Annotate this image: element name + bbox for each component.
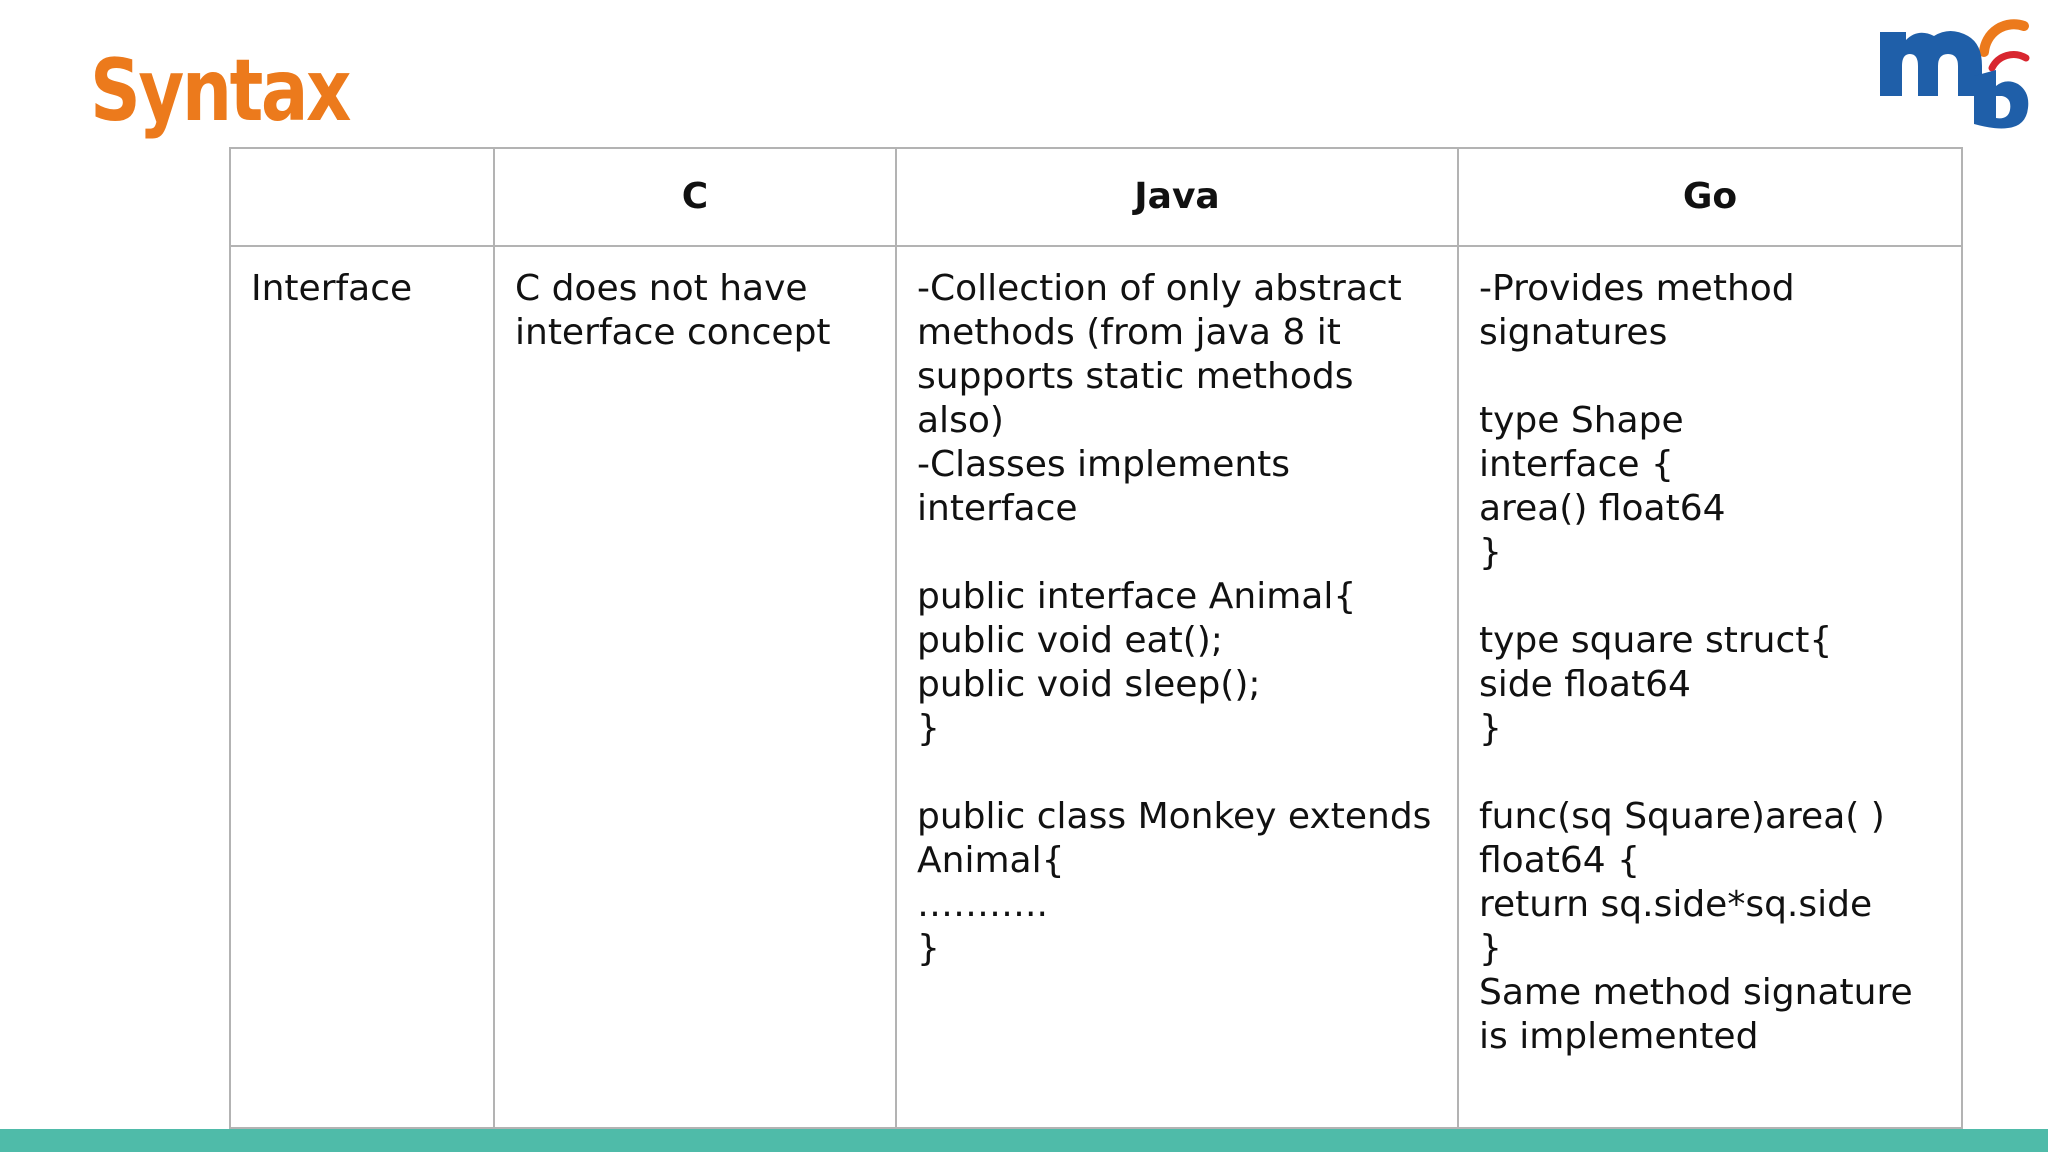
header-cell-c: C [494,148,896,246]
logo-letter-b [1974,70,2028,129]
header-cell-empty [230,148,494,246]
logo-arc-orange [1984,24,2024,52]
comparison-table [229,147,1963,1129]
table-row [230,246,1962,1128]
table-header-row [230,148,1962,246]
mb-logo [1872,14,2032,130]
slide-title: Syntax [90,41,349,141]
cell-c-interface: C does not have interface concept [494,246,896,1128]
logo-arc-red [1992,55,2026,68]
logo-letter-m [1880,31,1982,96]
bottom-accent-bar [0,1129,2048,1152]
cell-java-interface: -Collection of only abstract methods (from java 8 it supports static methods also) -Classes implements interface public interface Animal{ public void eat(); public void sleep(); } public class Monkey extends Animal{ ……….. } [896,246,1458,1128]
row-label-interface: Interface [230,246,494,1128]
header-cell-java: Java [896,148,1458,246]
header-cell-go: Go [1458,148,1962,246]
cell-go-interface: -Provides method signatures type Shape interface { area() float64 } type square struct{ side float64 } func(sq Square)area( ) float64 { return sq.side*sq.side } Same method signature is implemented [1458,246,1962,1128]
